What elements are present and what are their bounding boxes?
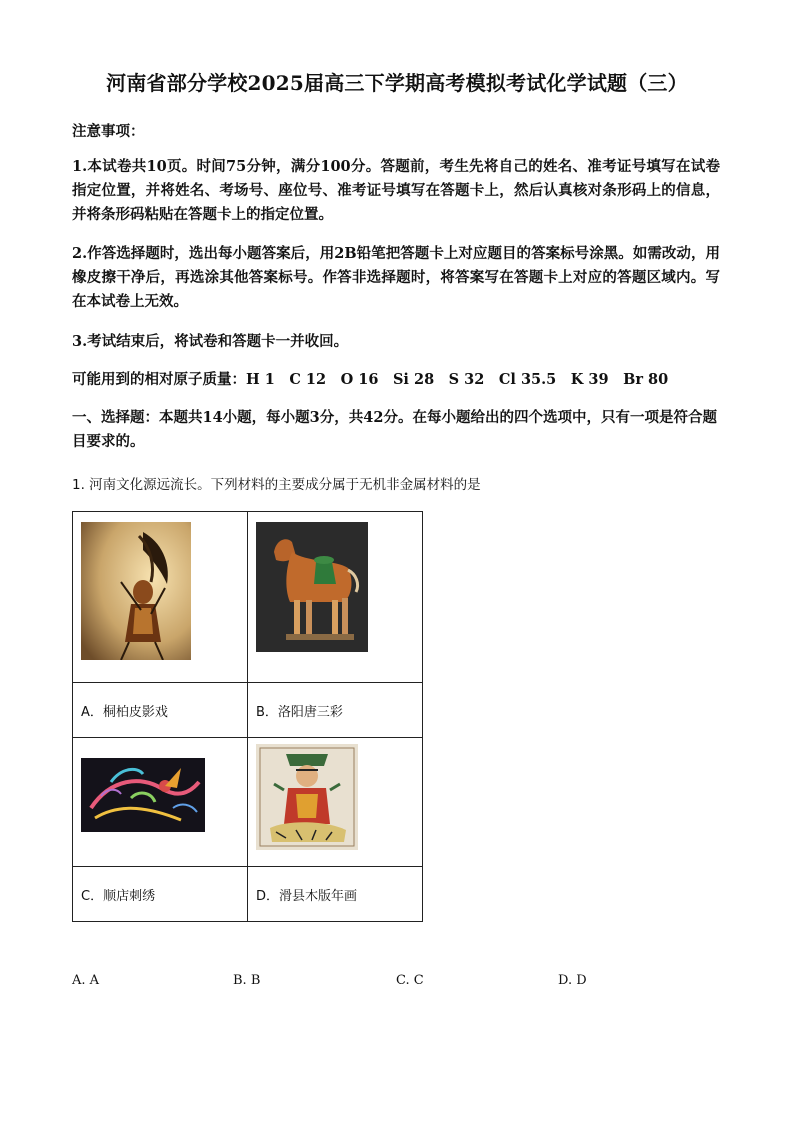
option-c-label: C．顺店刺绣 [73, 867, 248, 922]
option-d-image-cell [248, 738, 423, 867]
option-a-label: A．桐柏皮影戏 [73, 683, 248, 738]
embroidery-phoenix-image [81, 758, 205, 832]
section-heading: 一、选择题：本题共14小题，每小题3分，共42分。在每小题给出的四个选项中，只有一项是符合题目要求的。 [72, 409, 717, 450]
tang-sancai-horse-image [256, 522, 368, 652]
notes-heading: 注意事项： [72, 123, 145, 140]
answer-choice-b[interactable]: B. B [233, 973, 261, 988]
answer-choice-c[interactable]: C. C [396, 973, 424, 988]
page-title: 河南省部分学校2025届高三下学期高考模拟考试化学试题（三） [106, 71, 688, 95]
answer-choice-a[interactable]: A. A [72, 973, 100, 988]
woodblock-print-image [256, 744, 358, 850]
note-item-3: 3.考试结束后，将试卷和答题卡一并收回。 [72, 333, 349, 350]
option-d-label: D．滑县木版年画 [248, 867, 423, 922]
answer-choice-d[interactable]: D. D [558, 973, 587, 988]
option-a-image-cell [73, 512, 248, 683]
shadow-puppet-image [81, 522, 191, 660]
option-b-image-cell [248, 512, 423, 683]
atomic-masses: 可能用到的相对原子质量：H 1 C 12 O 16 Si 28 S 32 Cl 35.5 K 39 Br 80 [72, 371, 669, 388]
option-c-image-cell [73, 738, 248, 867]
note-item-2: 2.作答选择题时，选出每小题答案后，用2B铅笔把答题卡上对应题目的答案标号涂黑。如需改动，用橡皮擦干净后，再选涂其他答案标号。作答非选择题时，将答案写在答题卡上对应的答题区域内。写在本试卷上无效。 [72, 245, 720, 310]
question-stem: 1. 河南文化源远流长。下列材料的主要成分属于无机非金属材料的是 [72, 477, 481, 493]
options-table [72, 511, 423, 922]
note-item-1: 1.本试卷共10页。时间75分钟，满分100分。答题前，考生先将自己的姓名、准考证号填写在试卷指定位置，并将姓名、考场号、座位号、准考证号填写在答题卡上，然后认真核对条形码上的信息，并将条形码粘贴在答题卡上的指定位置。 [72, 158, 720, 223]
option-b-label: B．洛阳唐三彩 [248, 683, 423, 738]
